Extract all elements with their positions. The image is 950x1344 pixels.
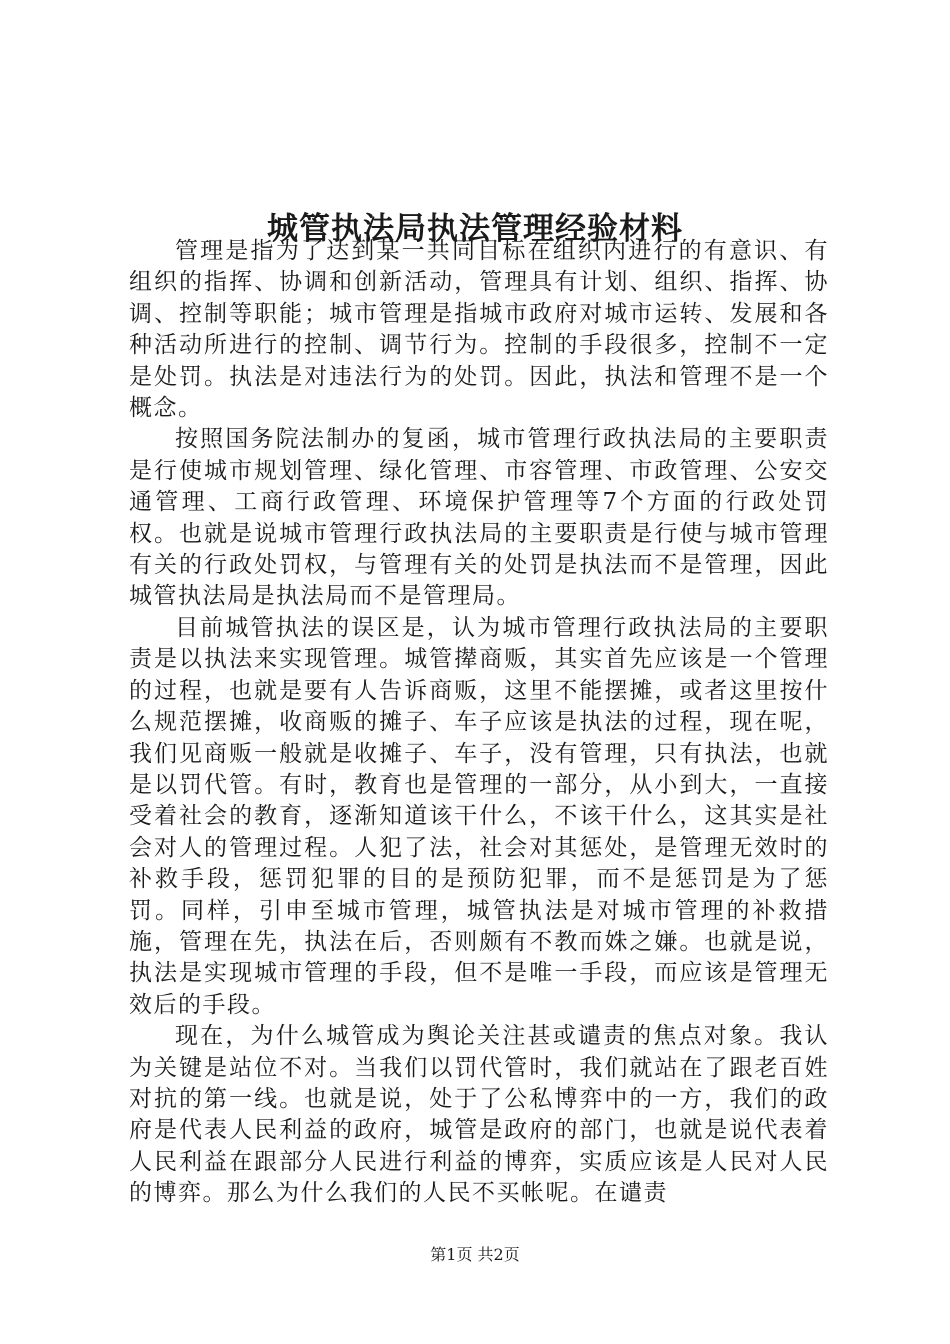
page-number-footer: 第1页 共2页 [430,1245,520,1264]
document-body [129,236,829,1210]
paragraph-3: 目前城管执法的误区是，认为城市管理行政执法局的主要职责是以执法来实现管理。城管撵商贩，其实首先应该是一个管理的过程，也就是要有人告诉商贩，这里不能摆摊，或者这里按什么规范摆摊，收商贩的摊子、车子应该是执法的过程，现在呢，我们见商贩一般就是收摊子、车子，没有管理，只有执法，也就是以罚代管。有时，教育也是管理的一部分，从小到大，一直接受着社会的教育，逐渐知道该干什么，不该干什么，这其实是社会对人的管理过程。人犯了法，社会对其惩处，是管理无效时的补救手段，惩罚犯罪的目的是预防犯罪，而不是惩罚是为了惩罚。同样，引申至城市管理，城管执法是对城市管理的补救措施，管理在先，执法在后，否则颇有不教而姝之嫌。也就是说，执法是实现城市管理的手段，但不是唯一手段，而应该是管理无效后的手段。 [129,614,829,1018]
paragraph-4: 现在，为什么城管成为舆论关注甚或谴责的焦点对象。我认为关键是站位不对。当我们以罚代管时，我们就站在了跟老百姓对抗的第一线。也就是说，处于了公私博弈中的一方，我们的政府是代表人民利益的政府，城管是政府的部门，也就是说代表着人民利益在跟部分人民进行利益的博弈，实质应该是人民对人民的博弈。那么为什么我们的人民不买帐呢。在谴责 [129,1023,829,1207]
paragraph-2: 按照国务院法制办的复函，城市管理行政执法局的主要职责是行使城市规划管理、绿化管理、市容管理、市政管理、公安交通管理、工商行政管理、环境保护管理等7个方面的行政处罚权。也就是说城市管理行政执法局的主要职责是行使与城市管理有关的行政处罚权，与管理有关的处罚是执法而不是管理，因此城管执法局是执法局而不是管理局。 [129,426,829,610]
page-title: 城管执法局执法管理经验材料 [267,210,683,247]
paragraph-1: 管理是指为了达到某一共同目标在组织内进行的有意识、有组织的指挥、协调和创新活动，管理具有计划、组织、指挥、协调、控制等职能；城市管理是指城市政府对城市运转、发展和各种活动所进行的控制、调节行为。控制的手段很多，控制不一定是处罚。执法是对违法行为的处罚。因此，执法和管理不是一个概念。 [129,238,829,422]
